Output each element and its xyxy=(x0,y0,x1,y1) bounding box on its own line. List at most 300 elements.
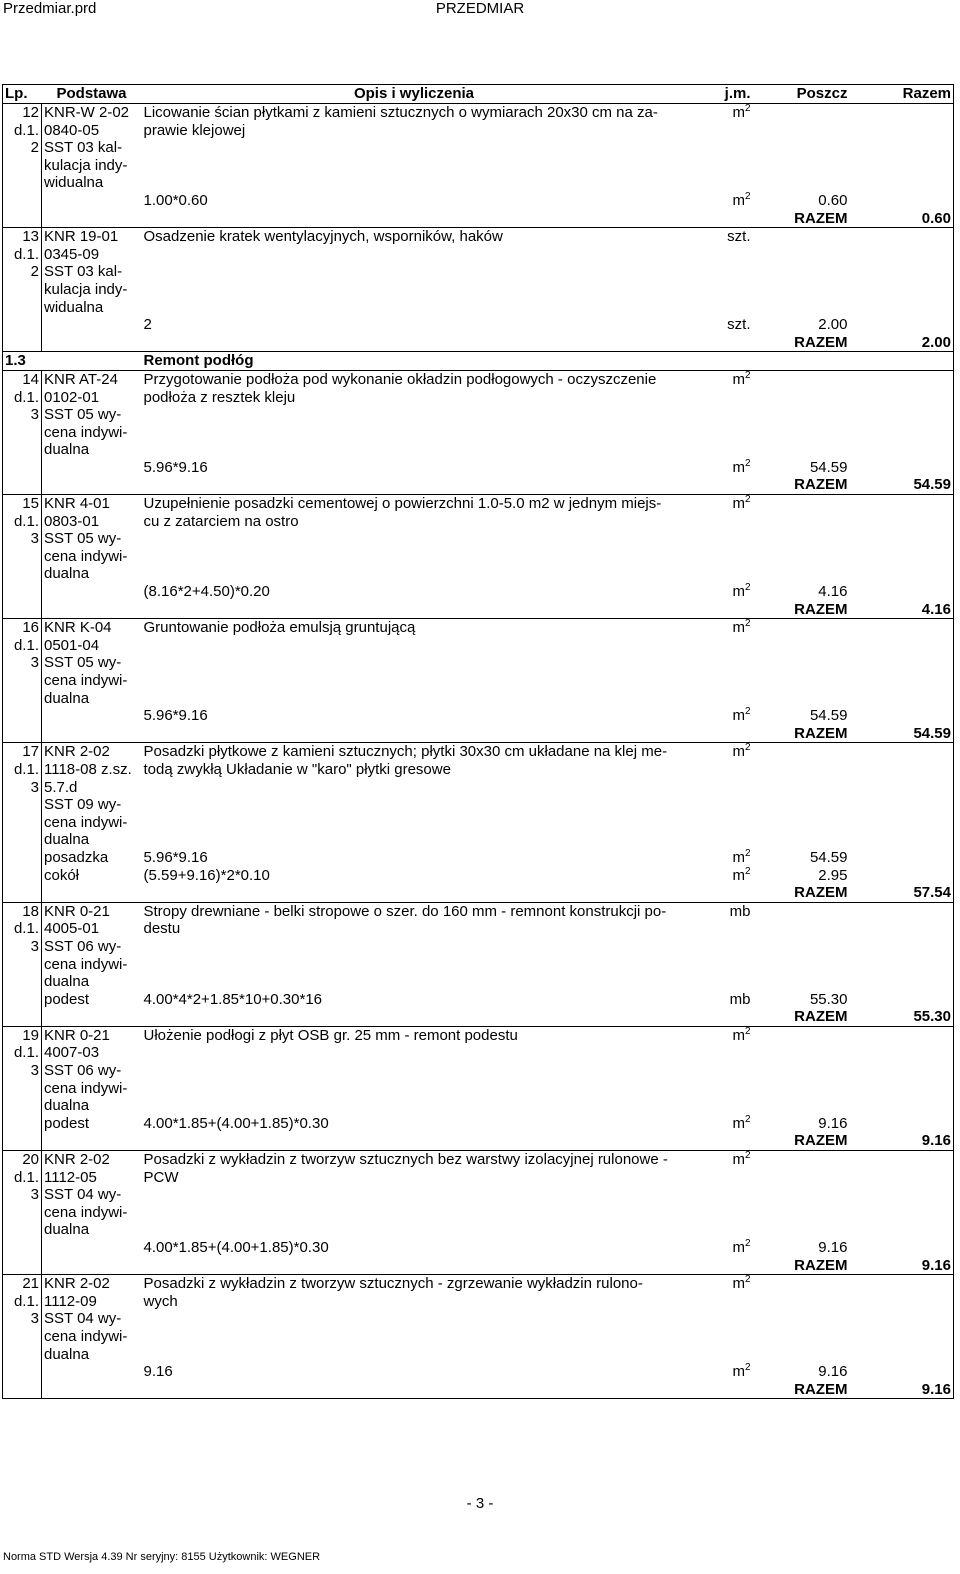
lp-line: d.1. xyxy=(13,388,39,406)
spacer xyxy=(755,441,848,459)
razem-spacer xyxy=(687,884,753,902)
spacer xyxy=(144,779,685,797)
spacer xyxy=(755,1027,848,1045)
section-number: 1.3 xyxy=(3,352,42,371)
position-number xyxy=(3,1275,42,1381)
podstawa-line: KNR K-04 xyxy=(44,619,112,637)
razem-label: RAZEM xyxy=(794,1256,848,1274)
podstawa-line: cena indywi- xyxy=(44,547,128,565)
razem-row xyxy=(3,1132,954,1150)
spacer xyxy=(144,406,685,424)
spacer xyxy=(689,1293,751,1311)
col-lp: Lp. xyxy=(3,85,42,104)
calc-formula: 5.96*9.16 xyxy=(143,458,208,476)
document-title: PRZEDMIAR xyxy=(435,0,525,17)
podstawa-line: dualna xyxy=(44,1097,90,1115)
spacer xyxy=(689,938,751,956)
spacer xyxy=(755,174,848,192)
lp-line: 2 xyxy=(30,263,39,281)
spacer xyxy=(755,654,848,672)
spacer xyxy=(144,938,685,956)
podstawa-cell xyxy=(42,902,142,1008)
podstawa-line: 4007-03 xyxy=(44,1044,100,1062)
razem-spacer xyxy=(42,1381,142,1399)
calc-label: podest xyxy=(44,990,90,1008)
spacer xyxy=(755,424,848,442)
razem-spacer xyxy=(687,601,753,619)
razem-row xyxy=(3,210,954,228)
razem-cell xyxy=(850,902,954,1008)
poszcz-cell xyxy=(753,495,850,601)
razem-cell xyxy=(850,1151,954,1257)
lp-line: d.1. xyxy=(13,760,39,778)
spacer xyxy=(689,513,751,531)
spacer xyxy=(144,1310,685,1328)
opis-line: Gruntowanie podłoża emulsją gruntującą xyxy=(143,619,416,637)
opis-line: Licowanie ścian płytkami z kamieni sztucznych o wymiarach 20x30 cm na za- xyxy=(143,104,658,121)
position-number xyxy=(3,104,42,210)
razem-row xyxy=(3,884,954,902)
col-opis: Opis i wyliczenia xyxy=(142,85,687,104)
spacer xyxy=(144,424,685,442)
spacer xyxy=(144,1346,685,1364)
calc-value: 4.16 xyxy=(818,583,848,601)
spacer xyxy=(755,263,848,281)
unit: szt. xyxy=(727,316,751,334)
lp-line: d.1. xyxy=(13,1292,39,1310)
razem-spacer xyxy=(687,1381,753,1399)
podstawa-line: dualna xyxy=(44,1345,90,1363)
podstawa-line: widualna xyxy=(44,174,104,192)
calc-value: 0.60 xyxy=(818,191,848,209)
razem-row xyxy=(3,1008,954,1026)
spacer xyxy=(144,1328,685,1346)
spacer xyxy=(755,903,848,921)
spacer xyxy=(689,1186,751,1204)
lp-line: 14 xyxy=(22,370,39,388)
spacer xyxy=(689,1097,751,1115)
unit: $m^2$ xyxy=(732,369,751,388)
calc-unit-line xyxy=(689,192,751,210)
spacer xyxy=(755,246,848,264)
unit: szt. xyxy=(727,228,751,246)
razem-value: 4.16 xyxy=(921,600,951,618)
unit-line xyxy=(689,371,751,389)
spacer xyxy=(689,174,751,192)
spacer xyxy=(689,956,751,974)
opis-cell xyxy=(142,619,687,725)
spacer xyxy=(689,406,751,424)
spacer xyxy=(689,548,751,566)
podstawa-line: dualna xyxy=(44,1221,90,1239)
razem-label: RAZEM xyxy=(794,1132,848,1150)
podstawa-line: cena indywi- xyxy=(44,955,128,973)
unit-line xyxy=(689,1027,751,1045)
razem-spacer xyxy=(3,1008,42,1026)
calc-label: posadzka xyxy=(44,848,109,866)
razem-spacer xyxy=(42,1132,142,1150)
spacer xyxy=(755,779,848,797)
calc-unit-line xyxy=(689,1115,751,1133)
spacer xyxy=(144,441,685,459)
spacer xyxy=(144,1186,685,1204)
podstawa-line: cena indywi- xyxy=(44,1327,128,1345)
calc-formula: (5.59+9.16)*2*0.10 xyxy=(143,866,270,884)
spacer xyxy=(755,139,848,157)
position-row xyxy=(3,619,954,725)
spacer xyxy=(755,1169,848,1187)
podstawa-line: cena indywi- xyxy=(44,813,128,831)
lp-line: d.1. xyxy=(13,512,39,530)
jm-cell xyxy=(687,1026,753,1132)
calc-value: 9.16 xyxy=(818,1114,848,1132)
podstawa-line: cena indywi- xyxy=(44,1079,128,1097)
poszcz-cell xyxy=(753,104,850,210)
razem-value: 9.16 xyxy=(921,1380,951,1398)
lp-line: 3 xyxy=(30,1310,39,1328)
jm-cell xyxy=(687,902,753,1008)
jm-cell xyxy=(687,1151,753,1257)
spacer xyxy=(144,1097,685,1115)
razem-cell xyxy=(850,743,954,884)
unit: $m^2$ xyxy=(732,494,751,513)
spacer xyxy=(689,246,751,264)
calc-unit-line xyxy=(689,849,751,867)
position-number xyxy=(3,1026,42,1132)
podstawa-line: cena indywi- xyxy=(44,1203,128,1221)
razem-cell xyxy=(850,370,954,476)
opis-line: Posadzki z wykładzin z tworzyw sztucznych - zgrzewanie wykładzin rulono- xyxy=(143,1275,643,1293)
spacer xyxy=(755,1062,848,1080)
spacer xyxy=(144,246,685,264)
unit-line xyxy=(689,743,751,761)
lp-line: 16 xyxy=(22,619,39,637)
podstawa-line: KNR 0-21 xyxy=(44,1026,110,1044)
jm-cell xyxy=(687,370,753,476)
calc-value: 2.95 xyxy=(818,866,848,884)
spacer xyxy=(689,672,751,690)
podstawa-cell xyxy=(42,228,142,334)
podstawa-line: SST 09 wy- xyxy=(44,796,122,814)
lp-line: 20 xyxy=(22,1151,39,1169)
spacer xyxy=(755,1097,848,1115)
opis-line: prawie klejowej xyxy=(143,121,246,139)
position-number xyxy=(3,495,42,601)
spacer xyxy=(144,831,685,849)
calc-unit-line xyxy=(689,316,751,334)
spacer xyxy=(755,920,848,938)
razem-spacer xyxy=(687,334,753,352)
razem-spacer xyxy=(687,1008,753,1026)
razem-spacer xyxy=(142,601,687,619)
razem-value: 0.60 xyxy=(921,209,951,227)
razem-spacer xyxy=(142,1132,687,1150)
unit-line xyxy=(689,495,751,513)
opis-line: Stropy drewniane - belki stropowe o szer. do 160 mm - remnont konstrukcji po- xyxy=(143,902,667,920)
spacer xyxy=(755,1080,848,1098)
unit: $m^2$ xyxy=(732,1150,751,1169)
lp-line: 21 xyxy=(22,1275,39,1293)
calc-unit-line xyxy=(689,1363,751,1381)
podstawa-line: KNR 2-02 xyxy=(44,743,110,761)
spacer xyxy=(144,299,685,317)
razem-row xyxy=(3,1381,954,1399)
razem-label: RAZEM xyxy=(794,884,848,902)
podstawa-cell xyxy=(42,1026,142,1132)
position-number xyxy=(3,902,42,1008)
razem-spacer xyxy=(3,601,42,619)
spacer xyxy=(755,1204,848,1222)
position-row xyxy=(3,902,954,1008)
spacer xyxy=(755,513,848,531)
lp-line: 17 xyxy=(22,743,39,761)
spacer xyxy=(689,565,751,583)
file-name: Przedmiar.prd xyxy=(3,0,97,17)
opis-line: wych xyxy=(143,1292,178,1310)
calc-label: cokół xyxy=(44,866,80,884)
calc-unit-line xyxy=(689,583,751,601)
position-number xyxy=(3,619,42,725)
opis-line: podłoża z resztek kleju xyxy=(143,388,296,406)
razem-spacer xyxy=(42,476,142,494)
razem-spacer xyxy=(42,334,142,352)
podstawa-line: 0345-09 xyxy=(44,245,100,263)
calc-label: podest xyxy=(44,1114,90,1132)
section-row xyxy=(3,352,954,371)
lp-line: 12 xyxy=(22,104,39,121)
podstawa-line: KNR-W 2-02 xyxy=(44,104,130,121)
spacer xyxy=(144,1044,685,1062)
spacer xyxy=(755,122,848,140)
podstawa-line: KNR 19-01 xyxy=(44,228,119,246)
spacer xyxy=(689,441,751,459)
col-jm: j.m. xyxy=(687,85,753,104)
spacer xyxy=(755,495,848,513)
razem-cell xyxy=(850,495,954,601)
podstawa-cell xyxy=(42,1151,142,1257)
opis-line: Osadzenie kratek wentylacyjnych, wsporników, haków xyxy=(143,228,503,246)
opis-cell xyxy=(142,902,687,1008)
spacer xyxy=(755,406,848,424)
jm-cell xyxy=(687,228,753,334)
podstawa-line: KNR 4-01 xyxy=(44,495,110,513)
unit-line xyxy=(689,903,751,921)
spacer xyxy=(755,973,848,991)
spacer xyxy=(689,263,751,281)
spacer xyxy=(144,1204,685,1222)
spacer xyxy=(755,1044,848,1062)
position-row xyxy=(3,495,954,601)
col-podstawa: Podstawa xyxy=(42,85,142,104)
spacer xyxy=(144,565,685,583)
unit: $m^2$ xyxy=(732,582,751,601)
podstawa-line: 4005-01 xyxy=(44,920,100,938)
lp-line: 3 xyxy=(30,1062,39,1080)
poszcz-cell xyxy=(753,902,850,1008)
spacer xyxy=(689,831,751,849)
unit: $m^2$ xyxy=(732,618,751,637)
poszcz-cell xyxy=(753,370,850,476)
unit: mb xyxy=(729,990,751,1008)
spacer xyxy=(689,814,751,832)
razem-cell xyxy=(850,228,954,334)
podstawa-line: 1112-09 xyxy=(44,1292,97,1310)
unit: $m^2$ xyxy=(732,847,751,866)
unit: mb xyxy=(729,902,751,920)
table-header xyxy=(3,85,954,104)
spacer xyxy=(144,1062,685,1080)
poszcz-cell xyxy=(753,743,850,884)
spacer xyxy=(144,281,685,299)
unit: $m^2$ xyxy=(732,1362,751,1381)
razem-label: RAZEM xyxy=(794,724,848,742)
poszcz-cell xyxy=(753,619,850,725)
opis-cell xyxy=(142,743,687,884)
razem-spacer xyxy=(3,1132,42,1150)
spacer xyxy=(689,281,751,299)
page-number: - 3 - xyxy=(466,1495,494,1512)
podstawa-line: dualna xyxy=(44,689,90,707)
calc-formula: 5.96*9.16 xyxy=(143,848,208,866)
spacer xyxy=(755,743,848,761)
poszcz-cell xyxy=(753,1026,850,1132)
spacer xyxy=(755,1293,848,1311)
podstawa-line: 1112-05 xyxy=(44,1168,97,1186)
podstawa-line: SST 04 wy- xyxy=(44,1186,122,1204)
razem-spacer xyxy=(142,725,687,743)
opis-cell xyxy=(142,1026,687,1132)
lp-line: 3 xyxy=(30,530,39,548)
spacer xyxy=(689,654,751,672)
razem-spacer xyxy=(687,1257,753,1275)
spacer xyxy=(144,157,685,175)
lp-line: 13 xyxy=(22,228,39,246)
opis-cell xyxy=(142,1275,687,1381)
spacer xyxy=(689,1044,751,1062)
spacer xyxy=(144,956,685,974)
razem-row xyxy=(3,601,954,619)
razem-label: RAZEM xyxy=(794,209,848,227)
position-row xyxy=(3,370,954,476)
podstawa-line: kulacja indy- xyxy=(44,156,128,174)
podstawa-line: 0501-04 xyxy=(44,636,100,654)
lp-line: 3 xyxy=(30,937,39,955)
spacer xyxy=(755,1221,848,1239)
position-row xyxy=(3,1026,954,1132)
spacer xyxy=(689,779,751,797)
razem-spacer xyxy=(3,884,42,902)
razem-row xyxy=(3,1257,954,1275)
position-row xyxy=(3,1151,954,1257)
unit-line xyxy=(689,1275,751,1293)
spacer xyxy=(755,1346,848,1364)
spacer xyxy=(689,299,751,317)
razem-value: 54.59 xyxy=(913,724,951,742)
section-spacer xyxy=(42,352,142,371)
position-number xyxy=(3,228,42,334)
podstawa-cell xyxy=(42,1275,142,1381)
unit-line xyxy=(689,228,751,246)
spacer xyxy=(689,637,751,655)
opis-line: Posadzki płytkowe z kamieni sztucznych; płytki 30x30 cm układane na klej me- xyxy=(143,743,668,761)
unit: $m^2$ xyxy=(732,457,751,476)
razem-spacer xyxy=(687,210,753,228)
podstawa-line: widualna xyxy=(44,298,104,316)
spacer xyxy=(144,654,685,672)
spacer xyxy=(689,139,751,157)
razem-spacer xyxy=(142,1257,687,1275)
system-info: Norma STD Wersja 4.39 Nr seryjny: 8155 Użytkownik: WEGNER xyxy=(3,1551,321,1563)
razem-label: RAZEM xyxy=(794,1008,848,1026)
razem-value: 2.00 xyxy=(921,333,951,351)
razem-value: 54.59 xyxy=(913,476,951,494)
spacer xyxy=(755,956,848,974)
spacer xyxy=(755,548,848,566)
spacer xyxy=(755,530,848,548)
podstawa-cell xyxy=(42,619,142,725)
spacer xyxy=(689,796,751,814)
spacer xyxy=(689,973,751,991)
razem-spacer xyxy=(3,1257,42,1275)
spacer xyxy=(755,831,848,849)
podstawa-line: SST 03 kal- xyxy=(44,139,123,157)
podstawa-cell xyxy=(42,495,142,601)
opis-line: todą zwykłą Układanie w "karo" płytki gresowe xyxy=(143,760,451,778)
spacer xyxy=(144,530,685,548)
lp-line: 3 xyxy=(30,654,39,672)
spacer xyxy=(755,1328,848,1346)
unit: $m^2$ xyxy=(732,1238,751,1256)
spacer xyxy=(755,281,848,299)
position-number xyxy=(3,743,42,884)
unit: $m^2$ xyxy=(732,1113,751,1132)
podstawa-line: SST 05 wy- xyxy=(44,530,122,548)
podstawa-line: SST 06 wy- xyxy=(44,937,122,955)
unit-line xyxy=(689,619,751,637)
razem-row xyxy=(3,476,954,494)
spacer xyxy=(689,920,751,938)
razem-spacer xyxy=(142,884,687,902)
spacer xyxy=(689,761,751,779)
podstawa-cell xyxy=(42,104,142,210)
spacer xyxy=(689,1204,751,1222)
spacer xyxy=(689,157,751,175)
podstawa-line: SST 05 wy- xyxy=(44,406,122,424)
position-row xyxy=(3,104,954,210)
spacer xyxy=(689,1080,751,1098)
razem-spacer xyxy=(142,210,687,228)
podstawa-line: KNR 2-02 xyxy=(44,1151,110,1169)
spacer xyxy=(689,1221,751,1239)
opis-line: Uzupełnienie posadzki cementowej o powierzchni 1.0-5.0 m2 w jednym miejs- xyxy=(143,495,662,513)
razem-spacer xyxy=(142,1381,687,1399)
razem-spacer xyxy=(687,1132,753,1150)
spacer xyxy=(144,796,685,814)
spacer xyxy=(689,1328,751,1346)
position-row xyxy=(3,228,954,334)
spacer xyxy=(755,565,848,583)
calc-formula: 2 xyxy=(143,316,152,334)
podstawa-cell xyxy=(42,370,142,476)
lp-line: d.1. xyxy=(13,245,39,263)
lp-line: 15 xyxy=(22,495,39,513)
razem-row xyxy=(3,725,954,743)
position-row xyxy=(3,743,954,884)
lp-line: 2 xyxy=(30,139,39,157)
podstawa-line: cena indywi- xyxy=(44,672,128,689)
jm-cell xyxy=(687,619,753,725)
razem-spacer xyxy=(42,884,142,902)
